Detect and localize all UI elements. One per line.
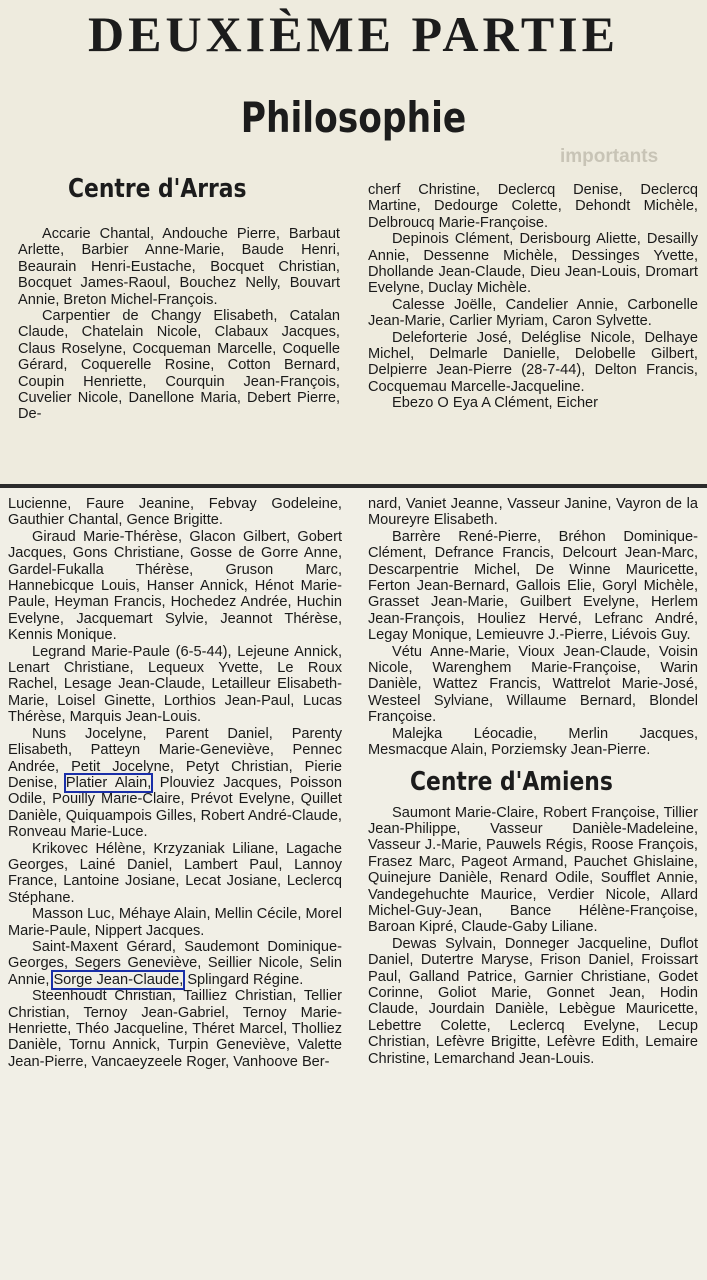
text-run: Splingard Régine. bbox=[187, 971, 304, 988]
bleed-through-text: importants bbox=[560, 146, 659, 167]
paragraph: Malejka Léocadie, Merlin Jacques, Mesmacque Alain, Porziemsky Jean-Pierre. bbox=[368, 725, 698, 759]
centre-arras-title: Centre d'Arras bbox=[68, 174, 247, 204]
paragraph: Giraud Marie-Thérèse, Glacon Gilbert, Gobert Jacques, Gons Christiane, Gosse de Gorre Anne, Gardel-Fukalla Thérèse, Gruson Marc, Hannebicque Louis, Hanser Annick, Hénot Marie-Paule, Heyman Francis, Hochedez Andrée, Huchin Evelyne, Jacquemart Sylvie, Jeannot Thérèse, Kennis Monique. bbox=[8, 528, 342, 644]
paragraph: nard, Vaniet Jeanne, Vasseur Janine, Vayron de la Moureyre Elisabeth. bbox=[368, 496, 698, 529]
paragraph: Calesse Joëlle, Candelier Annie, Carbonelle Jean-Marie, Carlier Myriam, Caron Sylvette. bbox=[368, 296, 698, 330]
paragraph: cherf Christine, Declercq Denise, Declercq Martine, Dedourge Colette, Dehondt Michèle, Delbroucq Marie-Françoise. bbox=[368, 182, 698, 231]
paragraph: Masson Luc, Méhaye Alain, Mellin Cécile, Morel Marie-Paule, Nippert Jacques. bbox=[8, 906, 342, 939]
amiens-heading-wrap bbox=[368, 759, 698, 805]
top-clipping bbox=[0, 0, 707, 484]
paragraph: Vétu Anne-Marie, Vioux Jean-Claude, Voisin Nicole, Warenghem Marie-Françoise, Warin Danièle, Wattez Francis, Wattrelot Marie-José, Westeel Sylviane, Willaume Bernard, Blondel Françoise. bbox=[368, 643, 698, 726]
paragraph: Accarie Chantal, Andouche Pierre, Barbaut Arlette, Barbier Anne-Marie, Baude Henri, Beaurain Henri-Eustache, Bocquet Christian, Bocquet James-Raoul, Bouchez Nelly, Bouvart Annie, Breton Michel-François. bbox=[18, 226, 340, 308]
paragraph: Dewas Sylvain, Donneger Jacqueline, Duflot Daniel, Dutertre Maryse, Frison Daniel, Froissart Paul, Galland Patrice, Garnier Christiane, Godet Corinne, Goliot Marie, Gonnet Jean, Hodin Claude, Jourdain Danièle, Lebègue Mauricette, Lebettre Colette, Leclercq Evelyne, Lecup Christian, Lefèvre Brigitte, Lefèvre Edith, Lemaire Christine, Lemarchand Jean-Louis. bbox=[368, 935, 698, 1067]
right-column bbox=[368, 496, 698, 1067]
text-run: Saint-Maxent Gérard, Saudemont Dominique-Georges, Segers Geneviève, Seillier Nicole, Selin Annie, bbox=[8, 938, 342, 988]
paragraph: Saumont Marie-Claire, Robert Françoise, Tillier Jean-Philippe, Vasseur Danièle-Madeleine, Vasseur J.-Marie, Pauwels Régis, Roose François, Frasez Marc, Pageot Armand, Pauchet Ghislaine, Quinejure Danièle, Renard Odile, Soufflet Annie, Vandegehuchte Maurice, Verdier Nicole, Allard Michel-Guy-Jean, Bance Hélène-Françoise, Baroan Kipré, Claude-Gaby Liliane. bbox=[368, 804, 698, 936]
paragraph: Krikovec Hélène, Krzyzaniak Liliane, Lagache Georges, Lainé Daniel, Lambert Paul, Lannoy France, Lantoine Josiane, Lecat Josiane, Leclercq Stéphane. bbox=[8, 840, 342, 906]
highlighted-name-sorge: Sorge Jean-Claude, bbox=[53, 971, 184, 988]
paragraph: Ebezo O Eya A Clément, Eicher bbox=[392, 395, 599, 412]
centre-amiens-title: Centre d'Amiens bbox=[410, 766, 613, 797]
bottom-clipping bbox=[0, 488, 707, 1280]
arras-column-2 bbox=[368, 182, 698, 412]
banner-title: DEUXIÈME PARTIE bbox=[88, 6, 619, 62]
text-run: Plouviez Jacques, Poisson Odile, Pouilly Marie-Claire, Prévot Evelyne, Quillet Danièle, Quiquampois Gilles, Robert André-Claude, Ronveau Marie-Luce. bbox=[8, 774, 342, 841]
section-title: Philosophie bbox=[240, 93, 467, 142]
paragraph bbox=[8, 726, 342, 841]
paragraph: Legrand Marie-Paule (6-5-44), Lejeune Annick, Lenart Christiane, Lequeux Yvette, Le Roux Rachel, Lesage Jean-Claude, Letailleur Elisabeth-Marie, Loisel Ginette, Lorthios Jean-Paul, Lucas Thérèse, Marquis Jean-Louis. bbox=[8, 643, 342, 726]
paragraph: Barrère René-Pierre, Bréhon Dominique-Clément, Defrance Francis, Delcourt Jean-Marc, Descarpentrie Michel, De Winne Mauricette, Ferton Jean-Bernard, Gallois Elie, Goryl Michèle, Grasset Jean-Marie, Guilbert Evelyne, Herlem Jean-François, Houliez Hervé, Lefranc André, Legay Monique, Lemieuvre J.-Pierre, Liévois Guy. bbox=[368, 528, 698, 644]
text-run: Nuns Jocelyne, Parent Daniel, Parenty Elisabeth, Patteyn Marie-Geneviève, Pennec Andrée, Petit Jocelyne, Petyt Christian, Pierie Denise, bbox=[8, 725, 342, 791]
arras-column-1 bbox=[18, 226, 340, 423]
paragraph: Depinois Clément, Derisbourg Aliette, Desailly Annie, Dessenne Michèle, Dessinges Yvette, Dhollande Jean-Claude, Dieu Jean-Louis, Dromart Evelyne, Duclay Michèle. bbox=[368, 231, 698, 297]
paragraph bbox=[8, 939, 342, 988]
paragraph: Carpentier de Changy Elisabeth, Catalan Claude, Chatelain Nicole, Clabaux Jacques, Claus Roselyne, Cocqueman Marcelle, Coquelle Gérard, Coquerelle Rosine, Cotton Bernard, Coupin Henriette, Courquin Jean-François, Cuvelier Nicole, Danellone Maria, Debert Pierre, De- bbox=[18, 308, 340, 423]
paragraph: Steenhoudt Christian, Tailliez Christian, Tellier Christian, Ternoy Jean-Gabriel, Ternoy Marie-Henriette, Théo Jacqueline, Théret Marcel, Tholliez Danièle, Tornu Annick, Turpin Geneviève, Valette Jean-Pierre, Vancaeyzeele Roger, Vanhoove Ber- bbox=[8, 988, 342, 1070]
paragraph: Lucienne, Faure Jeanine, Febvay Godeleine, Gauthier Chantal, Gence Brigitte. bbox=[8, 496, 342, 529]
paragraph: Deleforterie José, Deléglise Nicole, Delhaye Michel, Delmarle Danielle, Delobelle Gilbert, Delpierre Jean-Pierre (28-7-44), Delton Francis, Cocquemau Marcelle-Jacqueline. bbox=[368, 329, 698, 395]
highlighted-name-platier: Platier Alain, bbox=[65, 774, 152, 791]
left-column bbox=[8, 496, 342, 1070]
